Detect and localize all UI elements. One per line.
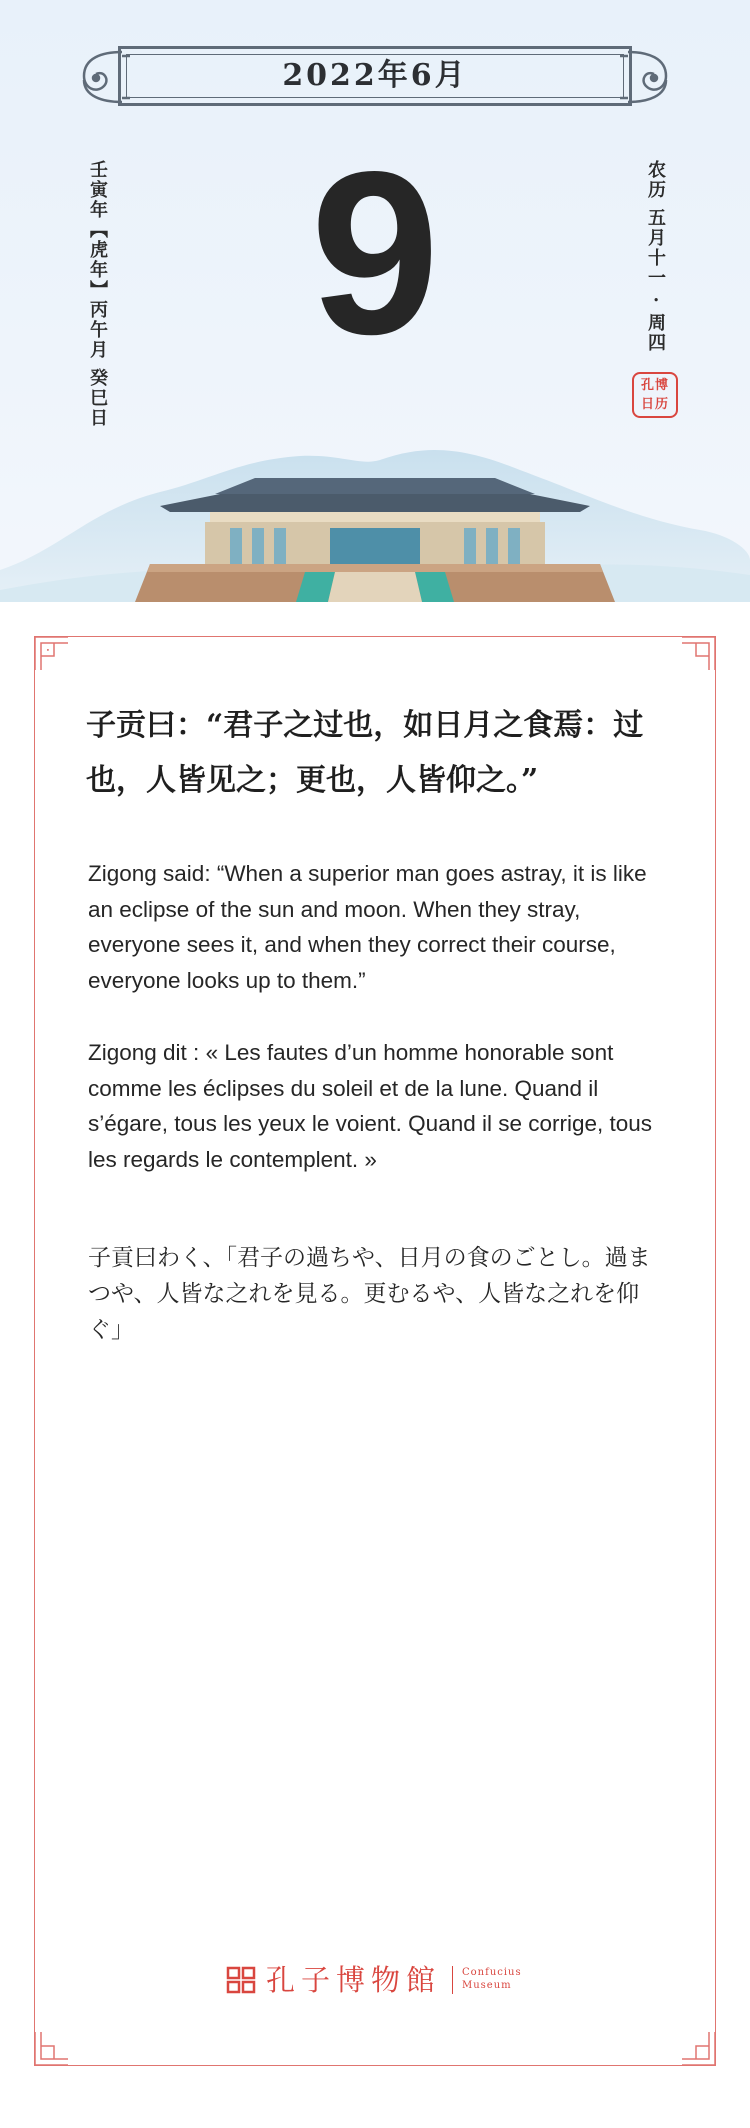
- year-month-title: 2022年6月: [282, 58, 468, 93]
- scroll-ornament-right-icon: [618, 36, 678, 118]
- corner-ornament-icon: [34, 636, 68, 670]
- ganzhi-date: 壬寅年【虎年】丙午月 癸巳日: [87, 160, 108, 429]
- temple-illustration: [0, 400, 750, 602]
- corner-ornament-icon: [682, 2032, 716, 2066]
- day-number: 9: [310, 124, 440, 383]
- seal-stamp: 孔博 日历: [632, 372, 678, 418]
- lunar-date: 农历 五月十一 · 周四: [645, 160, 666, 354]
- museum-logo: [226, 1960, 526, 2000]
- date-banner: [72, 36, 678, 118]
- museum-name-zh: 孔子博物館: [266, 1963, 442, 1997]
- calendar-header: [0, 0, 750, 602]
- corner-ornament-icon: [682, 636, 716, 670]
- quote-card: [34, 636, 716, 2066]
- corner-ornament-icon: [34, 2032, 68, 2066]
- quote-chinese: 子贡曰：“君子之过也，如日月之食焉：过也，人皆见之；更也，人皆仰之。”: [86, 708, 644, 798]
- quote-english: Zigong said: “When a superior man goes astray, it is like an eclipse of the sun and moon. When they stray, everyone sees it, and when they correct their course, everyone looks up to them.”: [88, 861, 647, 993]
- museum-logo-icon: [226, 1966, 256, 1994]
- quote-french: Zigong dit : « Les fautes d’un homme honorable sont comme les éclipses du soleil et de la lune. Quand il s’égare, tous les yeux le voient. Quand il se corrige, tous les regards le contemplent. »: [88, 1040, 653, 1172]
- quote-japanese: 子貢曰わく、「君子の過ちや、日月の食のごとし。過まつや、人皆な之れを見る。更むるや、人皆な之れを仰ぐ」: [88, 1245, 651, 1343]
- museum-name-en: Confucius Museum: [462, 1967, 522, 1991]
